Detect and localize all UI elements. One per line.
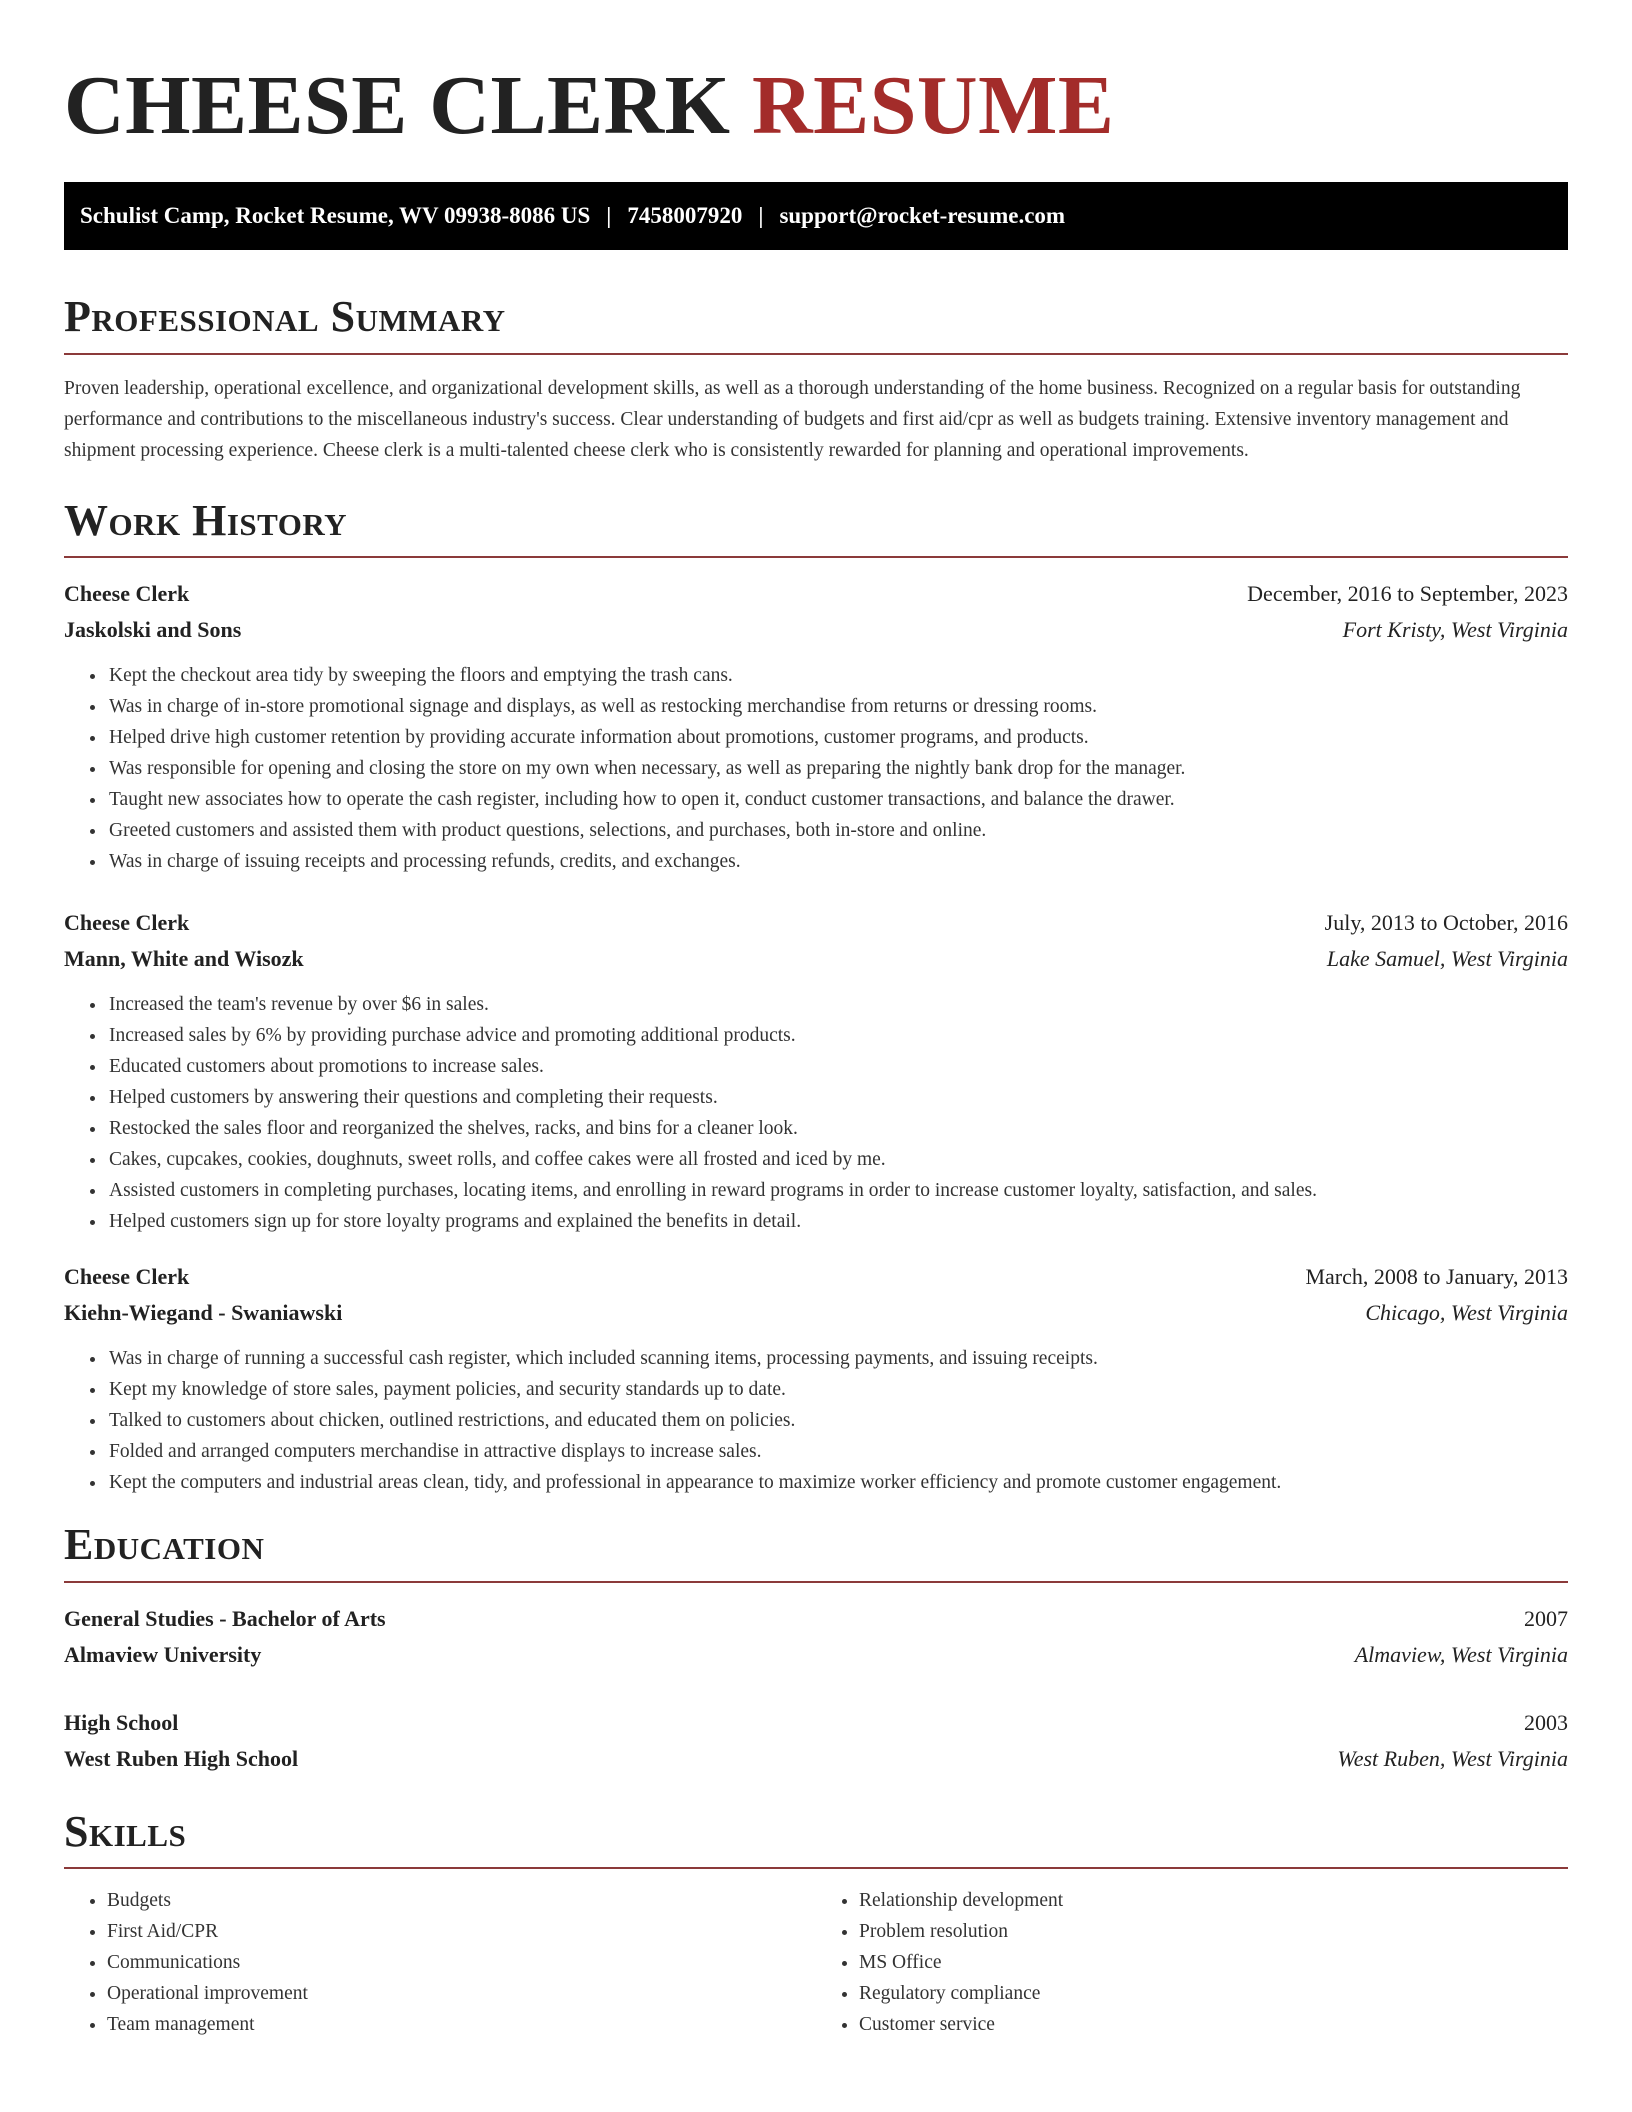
skill-item: • Operational improvement — [107, 1978, 816, 2009]
list-item: • Was responsible for opening and closing the store on my own when necessary, as well as preparing the nightly bank drop for the manager. — [107, 753, 1568, 784]
section-divider — [64, 353, 1568, 355]
list-item: • Kept the checkout area tidy by sweeping the floors and emptying the trash cans. — [107, 660, 1568, 691]
list-item: • Kept my knowledge of store sales, payment policies, and security standards up to date. — [107, 1374, 1568, 1405]
summary-section — [64, 292, 1568, 466]
job-entry — [64, 905, 1568, 1237]
list-item: • Educated customers about promotions to increase sales. — [107, 1051, 1568, 1082]
job-duties-list — [64, 989, 1568, 1237]
skills-list-right — [816, 1885, 1568, 2040]
job-location: Fort Kristy, West Virginia — [1342, 617, 1568, 643]
skill-item: • Customer service — [859, 2009, 1568, 2040]
work-history-section — [64, 496, 1568, 1499]
job-title-row — [64, 905, 1568, 941]
job-title: Cheese Clerk — [64, 910, 190, 936]
job-duties-list — [64, 1343, 1568, 1498]
job-title-row — [64, 1259, 1568, 1295]
job-title: Cheese Clerk — [64, 581, 190, 607]
skill-item: • Communications — [107, 1947, 816, 1978]
list-item: • Was in charge of issuing receipts and processing refunds, credits, and exchanges. — [107, 846, 1568, 877]
job-duties-list — [64, 660, 1568, 877]
job-company-row — [64, 612, 1568, 648]
education-school-row — [64, 1741, 1568, 1777]
education-year: 2007 — [1524, 1605, 1568, 1631]
section-heading-education: Education — [64, 1520, 265, 1570]
education-school: West Ruben High School — [64, 1745, 299, 1771]
job-dates: July, 2013 to October, 2016 — [1324, 910, 1568, 936]
job-dates: March, 2008 to January, 2013 — [1305, 1264, 1568, 1290]
skill-item: • Budgets — [107, 1885, 816, 1916]
education-entry — [64, 1601, 1568, 1673]
section-divider — [64, 1581, 1568, 1583]
job-location: Lake Samuel, West Virginia — [1326, 946, 1568, 972]
section-divider — [64, 1867, 1568, 1869]
skill-item: • Regulatory compliance — [859, 1978, 1568, 2009]
contact-bar — [64, 182, 1568, 250]
education-school-row — [64, 1637, 1568, 1673]
contact-phone: 7458007920 — [627, 203, 743, 228]
job-title: Cheese Clerk — [64, 1264, 190, 1290]
skill-item: • MS Office — [859, 1947, 1568, 1978]
section-heading-skills: Skills — [64, 1806, 187, 1856]
job-location: Chicago, West Virginia — [1365, 1300, 1568, 1326]
skill-item: • Problem resolution — [859, 1916, 1568, 1947]
list-item: • Was in charge of in-store promotional signage and displays, as well as restocking merchandise from returns or dressing rooms. — [107, 691, 1568, 722]
list-item: • Was in charge of running a successful cash register, which included scanning items, processing payments, and issuing receipts. — [107, 1343, 1568, 1374]
education-degree: High School — [64, 1709, 179, 1735]
summary-text: Proven leadership, operational excellence, and organizational development skills, as well as a thorough understanding of the home business. Recognized on a regular basis for outstanding performance and contributions to the miscellaneous industry's success. Clear understanding of budgets and first aid/cpr as well as budgets training. Extensive inventory management and shipment processing experience. Cheese clerk is a multi-talented cheese clerk who is consistently rewarded for planning and operational improvements. — [64, 377, 1521, 461]
education-degree: General Studies - Bachelor of Arts — [64, 1605, 386, 1631]
job-entry — [64, 1259, 1568, 1498]
list-item: • Increased sales by 6% by providing purchase advice and promoting additional products. — [107, 1020, 1568, 1051]
education-section — [64, 1520, 1568, 1777]
skills-columns — [64, 1885, 1568, 2040]
job-title-row — [64, 576, 1568, 612]
education-entry — [64, 1705, 1568, 1777]
education-location: West Ruben, West Virginia — [1337, 1745, 1568, 1771]
contact-address: Schulist Camp, Rocket Resume, WV 09938-8086 US — [80, 203, 591, 228]
job-dates: December, 2016 to September, 2023 — [1247, 581, 1568, 607]
education-school: Almaview University — [64, 1641, 262, 1667]
list-item: • Folded and arranged computers merchandise in attractive displays to increase sales. — [107, 1436, 1568, 1467]
list-item: • Helped customers by answering their questions and completing their requests. — [107, 1082, 1568, 1113]
list-item: • Greeted customers and assisted them with product questions, selections, and purchases, both in-store and online. — [107, 815, 1568, 846]
list-item: • Helped customers sign up for store loyalty programs and explained the benefits in detail. — [107, 1206, 1568, 1237]
list-item: • Kept the computers and industrial areas clean, tidy, and professional in appearance to maximize worker efficiency and promote customer engagement. — [107, 1467, 1568, 1498]
skills-section — [64, 1807, 1568, 2041]
skills-list-left — [64, 1885, 816, 2040]
skill-item: • First Aid/CPR — [107, 1916, 816, 1947]
contact-separator: | — [606, 203, 612, 228]
job-company-row — [64, 941, 1568, 977]
education-degree-row — [64, 1601, 1568, 1637]
job-entry — [64, 576, 1568, 877]
skill-item: • Team management — [107, 2009, 816, 2040]
skill-item: • Relationship development — [859, 1885, 1568, 1916]
resume-title — [64, 56, 1568, 152]
job-company: Jaskolski and Sons — [64, 617, 242, 643]
list-item: • Talked to customers about chicken, outlined restrictions, and educated them on policies. — [107, 1405, 1568, 1436]
title-accent: RESUME — [752, 59, 1115, 152]
education-degree-row — [64, 1705, 1568, 1741]
education-location: Almaview, West Virginia — [1354, 1641, 1568, 1667]
list-item: • Taught new associates how to operate the cash register, including how to open it, conduct customer transactions, and balance the drawer. — [107, 784, 1568, 815]
list-item: • Helped drive high customer retention by providing accurate information about promotions, customer programs, and products. — [107, 722, 1568, 753]
education-year: 2003 — [1524, 1709, 1568, 1735]
contact-email: support@rocket-resume.com — [779, 203, 1066, 228]
section-heading-summary: Professional Summary — [64, 292, 506, 341]
list-item: • Cakes, cupcakes, cookies, doughnuts, sweet rolls, and coffee cakes were all frosted and iced by me. — [107, 1144, 1568, 1175]
list-item: • Assisted customers in completing purchases, locating items, and enrolling in reward programs in order to increase customer loyalty, satisfaction, and sales. — [107, 1175, 1568, 1206]
job-company: Kiehn-Wiegand - Swaniawski — [64, 1300, 343, 1326]
list-item: • Increased the team's revenue by over $6 in sales. — [107, 989, 1568, 1020]
section-divider — [64, 556, 1568, 558]
section-heading-work-history: Work History — [64, 495, 348, 545]
list-item: • Restocked the sales floor and reorganized the shelves, racks, and bins for a cleaner look. — [107, 1113, 1568, 1144]
contact-separator: | — [758, 203, 764, 228]
title-main: CHEESE CLERK — [64, 59, 731, 152]
job-company-row — [64, 1295, 1568, 1331]
job-company: Mann, White and Wisozk — [64, 946, 304, 972]
